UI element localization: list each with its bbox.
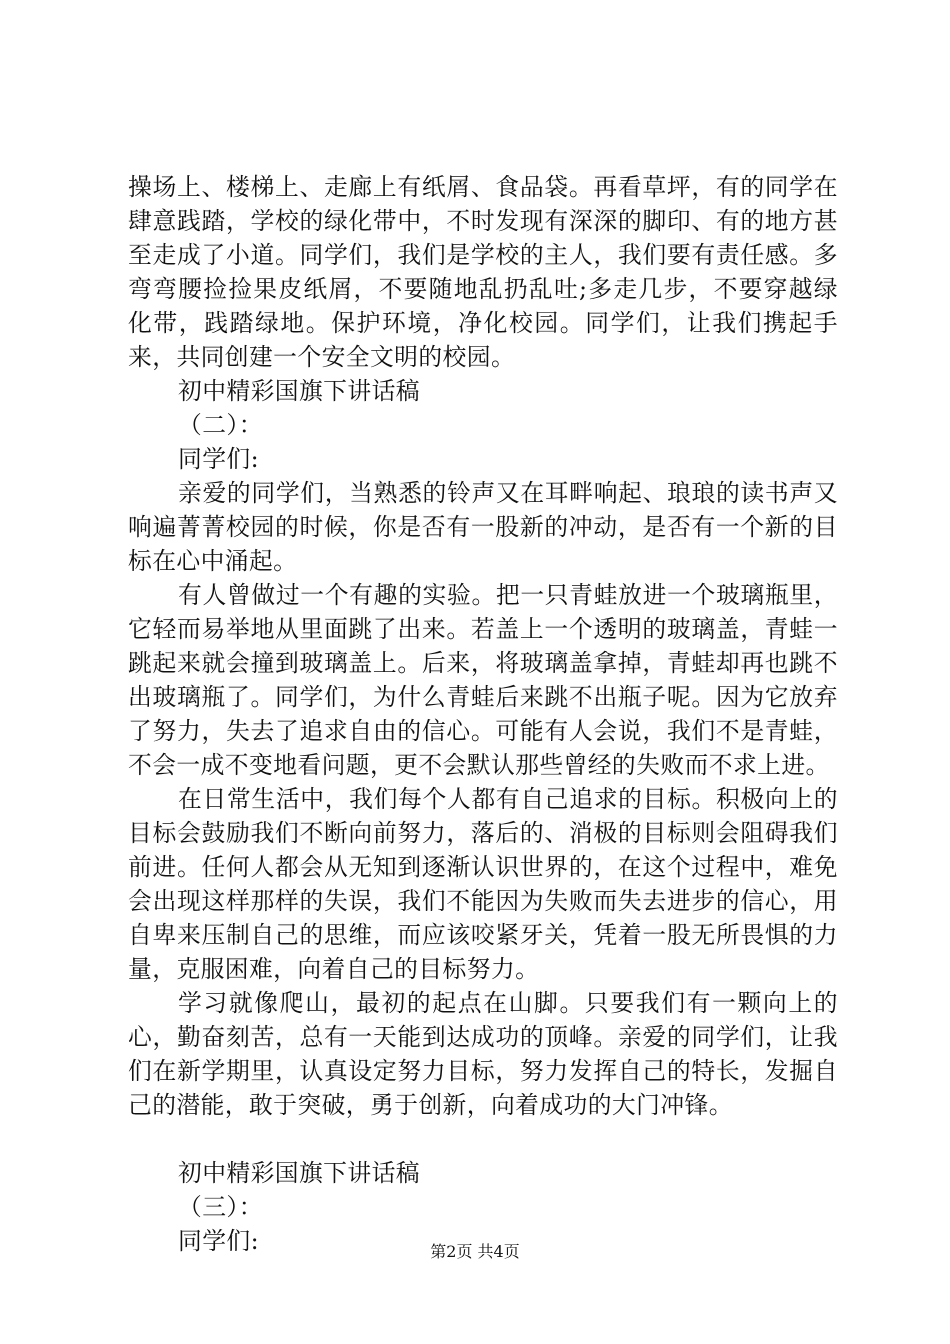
section-title-3: 初中精彩国旗下讲话稿 [178,1159,420,1187]
section-number-3: （三）： [178,1193,263,1221]
page-footer: 第2页 共4页 [430,1242,520,1261]
blank-line [128,1122,838,1156]
paragraph-continued: 操场上、楼梯上、走廊上有纸屑、食品袋。再看草坪，有的同学在肆意践踏，学校的绿化带中，不时发现有深深的脚印、有的地方甚至走成了小道。同学们，我们是学校的主人，我们要有责任感。多弯弯腰捡捡果皮纸屑，不要随地乱扔乱吐;多走几步，不要穿越绿化带，践踏绿地。保护环境，净化校园。同学们，让我们携起手来，共同创建一个安全文明的校园。 [128,173,838,371]
paragraph-3: 在日常生活中，我们每个人都有自己追求的目标。积极向上的目标会鼓励我们不断向前努力，落后的、消极的目标则会阻碍我们前进。任何人都会从无知到逐渐认识世界的，在这个过程中，难免会出现这样那样的失误，我们不能因为失败而失去进步的信心，用自卑来压制自己的思维，而应该咬紧牙关，凭着一股无所畏惧的力量，克服困难，向着自己的目标努力。 [128,785,838,983]
greeting-2: 同学们: [178,445,260,473]
paragraph-4: 学习就像爬山，最初的起点在山脚。只要我们有一颗向上的心，勤奋刻苦，总有一天能到达成功的顶峰。亲爱的同学们，让我们在新学期里，认真设定努力目标，努力发挥自己的特长，发掘自己的潜能，敢于突破，勇于创新，向着成功的大门冲锋。 [128,989,838,1119]
paragraph-1: 亲爱的同学们，当熟悉的铃声又在耳畔响起、琅琅的读书声又响遍菁菁校园的时候，你是否有一股新的冲动，是否有一个新的目标在心中涌起。 [128,479,838,575]
greeting-3: 同学们: [178,1227,260,1255]
section-title-2: 初中精彩国旗下讲话稿 [178,377,420,405]
paragraph-2: 有人曾做过一个有趣的实验。把一只青蛙放进一个玻璃瓶里，它轻而易举地从里面跳了出来。若盖上一个透明的玻璃盖，青蛙一跳起来就会撞到玻璃盖上。后来，将玻璃盖拿掉，青蛙却再也跳不出玻璃瓶了。同学们，为什么青蛙后来跳不出瓶子呢。因为它放弃了努力，失去了追求自由的信心。可能有人会说，我们不是青蛙，不会一成不变地看问题，更不会默认那些曾经的失败而不求上进。 [128,581,838,779]
document-body [128,170,838,1258]
section-number-2: （二）： [178,411,263,439]
